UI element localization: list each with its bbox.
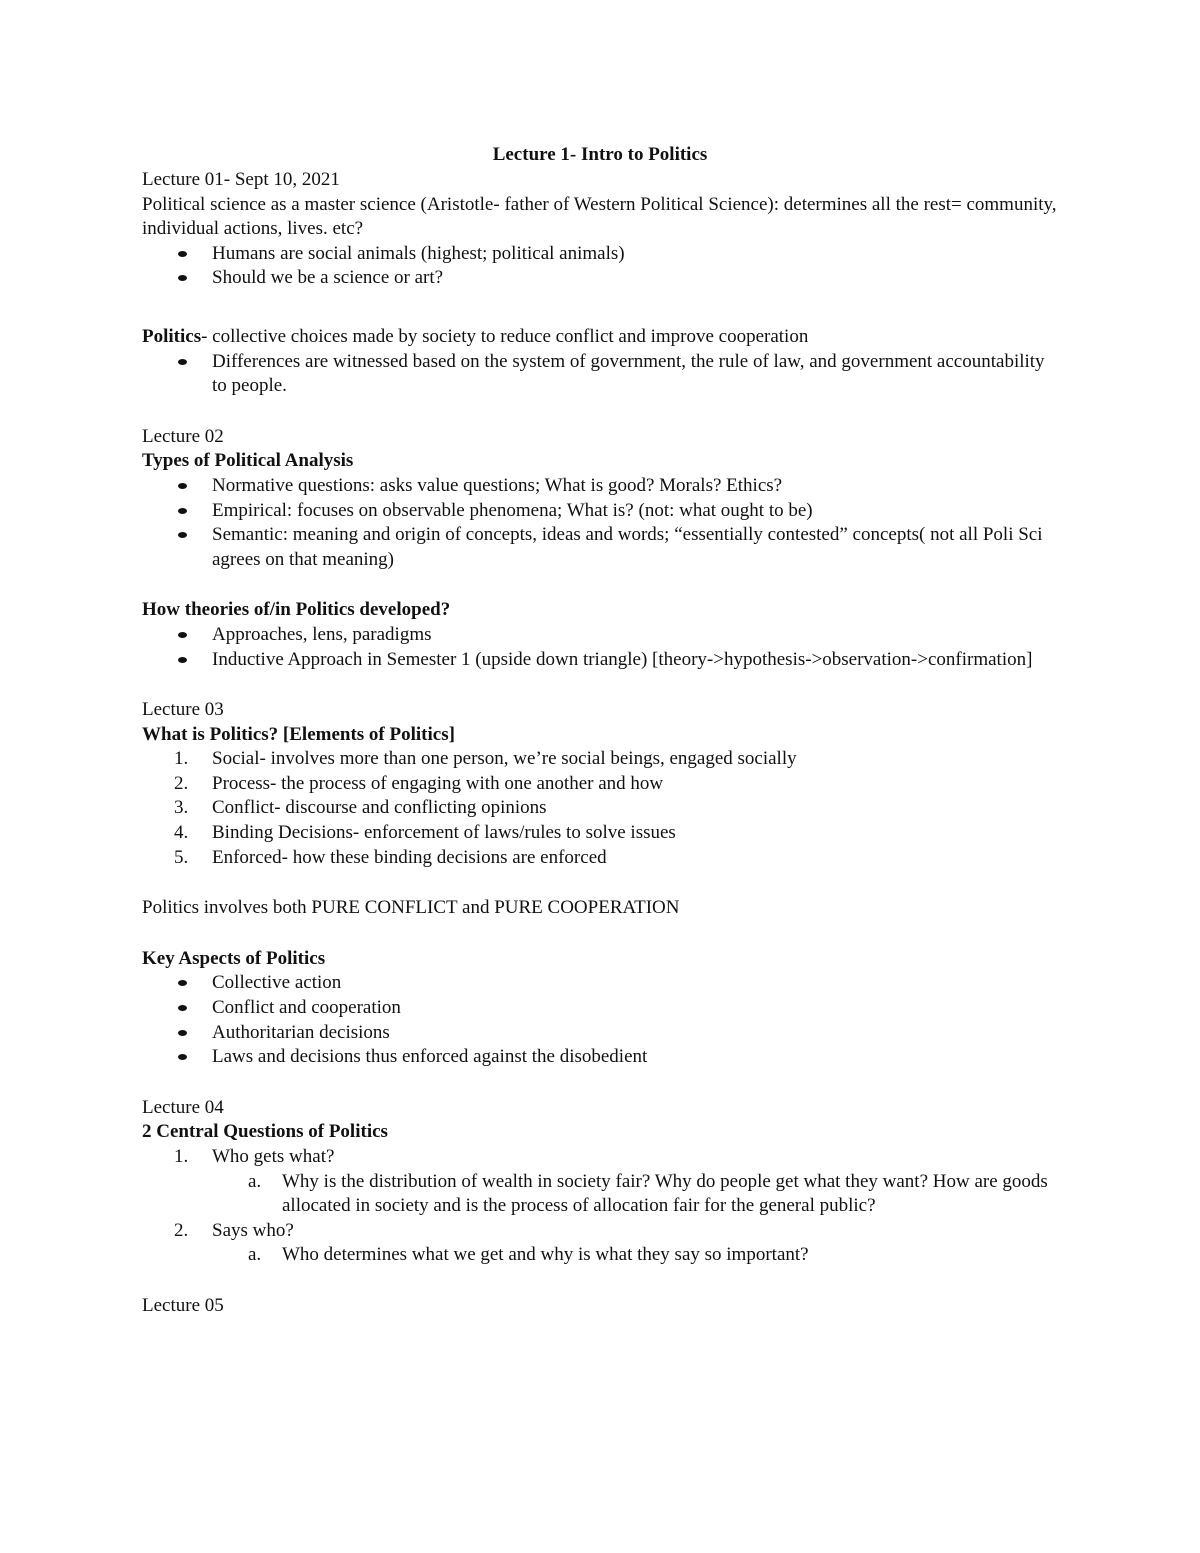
list-number: 2. [174,772,189,794]
spacer [142,572,1058,598]
sub-list-letter: a. [248,1244,262,1266]
politics-term: Politics [142,325,202,347]
lecture-01-bullets [142,242,1058,291]
sub-list-text: Who determines what we get and why is what they say so important? [282,1244,809,1266]
politics-def-text: - collective choices made by society to reduce conflict and improve cooperation [201,325,809,347]
aspects-list [142,971,1058,1069]
questions-list [142,1145,1058,1268]
list-item: Conflict and cooperation [142,996,1058,1021]
list-item: Differences are witnessed based on the system of government, the rule of law, and government accountability to people. [142,350,1058,399]
list-item [142,796,1058,821]
list-number: 1. [174,1146,189,1167]
sub-list-text: Why is the distribution of wealth in society fair? Why do people get what they want? How are goods allocated in society and is the process of allocation fair for the general public? [282,1170,1048,1217]
sub-list-letter: a. [248,1170,262,1192]
list-item-text: Says who? [212,1219,294,1241]
lecture-02-heading: Lecture 02 [142,425,224,447]
spacer [142,1268,1058,1294]
questions-heading: 2 Central Questions of Politics [142,1121,388,1143]
spacer [142,291,1058,317]
list-item [142,1219,1058,1268]
spacer [142,672,1058,698]
list-item [142,1145,1058,1219]
types-heading: Types of Political Analysis [142,450,354,472]
list-item: Laws and decisions thus enforced against the disobedient [142,1045,1058,1070]
elements-heading: What is Politics? [Elements of Politics] [142,723,455,745]
list-number: 2. [174,1219,189,1241]
sub-list-item [212,1170,1058,1219]
theories-heading: How theories of/in Politics developed? [142,599,451,621]
list-item: Inductive Approach in Semester 1 (upside down triangle) [theory->hypothesis->observation->confirmation] [142,648,1058,673]
lecture-01-heading: Lecture 01- Sept 10, 2021 [142,169,340,190]
list-item-text: Social- involves more than one person, we’re social beings, engaged socially [212,748,797,770]
list-item-text: Process- the process of engaging with one another and how [212,772,664,794]
list-item: Should we be a science or art? [142,266,1058,291]
sub-list [212,1243,1058,1268]
list-item: Empirical: focuses on observable phenomena; What is? (not: what ought to be) [142,499,1058,524]
list-number: 5. [174,846,189,868]
list-item [142,772,1058,797]
list-item: Collective action [142,971,1058,996]
sub-list [212,1170,1058,1219]
list-item [142,821,1058,846]
list-item: Humans are social animals (highest; political animals) [142,242,1058,267]
spacer [142,399,1058,425]
lecture-05-heading: Lecture 05 [142,1294,224,1316]
types-list [142,474,1058,572]
theories-list [142,623,1058,672]
list-number: 4. [174,822,189,844]
list-item: Normative questions: asks value questions; What is good? Morals? Ethics? [142,474,1058,499]
list-number: 1. [174,748,189,770]
spacer [142,317,1058,325]
sub-list-item [212,1243,1058,1268]
aspects-heading: Key Aspects of Politics [142,947,326,969]
list-item [142,846,1058,871]
page-title: Lecture 1- Intro to Politics [492,144,708,165]
list-item: Semantic: meaning and origin of concepts, ideas and words; “essentially contested” concepts( not all Poli Sci agrees on that meaning) [142,523,1058,572]
list-item-text: Enforced- how these binding decisions are enforced [212,846,607,868]
politics-bullets [142,350,1058,399]
list-item [142,747,1058,772]
list-item: Approaches, lens, paradigms [142,623,1058,648]
list-item-text: Who gets what? [212,1146,335,1167]
list-item: Authoritarian decisions [142,1021,1058,1046]
elements-list [142,747,1058,870]
list-item-text: Binding Decisions- enforcement of laws/rules to solve issues [212,822,676,844]
spacer [142,870,1058,896]
spacer [142,1070,1058,1096]
document-page [142,142,1058,1319]
spacer [142,921,1058,947]
list-item-text: Conflict- discourse and conflicting opinions [212,797,547,819]
list-number: 3. [174,797,189,819]
pure-conflict-statement: Politics involves both PURE CONFLICT and PURE COOPERATION [142,897,680,919]
politics-definition [142,325,1058,350]
lecture-01-intro: Political science as a master science (Aristotle- father of Western Political Science): determines all the rest= community, individual actions, lives. etc? [142,193,1057,240]
lecture-04-heading: Lecture 04 [142,1096,224,1118]
lecture-03-heading: Lecture 03 [142,699,224,721]
